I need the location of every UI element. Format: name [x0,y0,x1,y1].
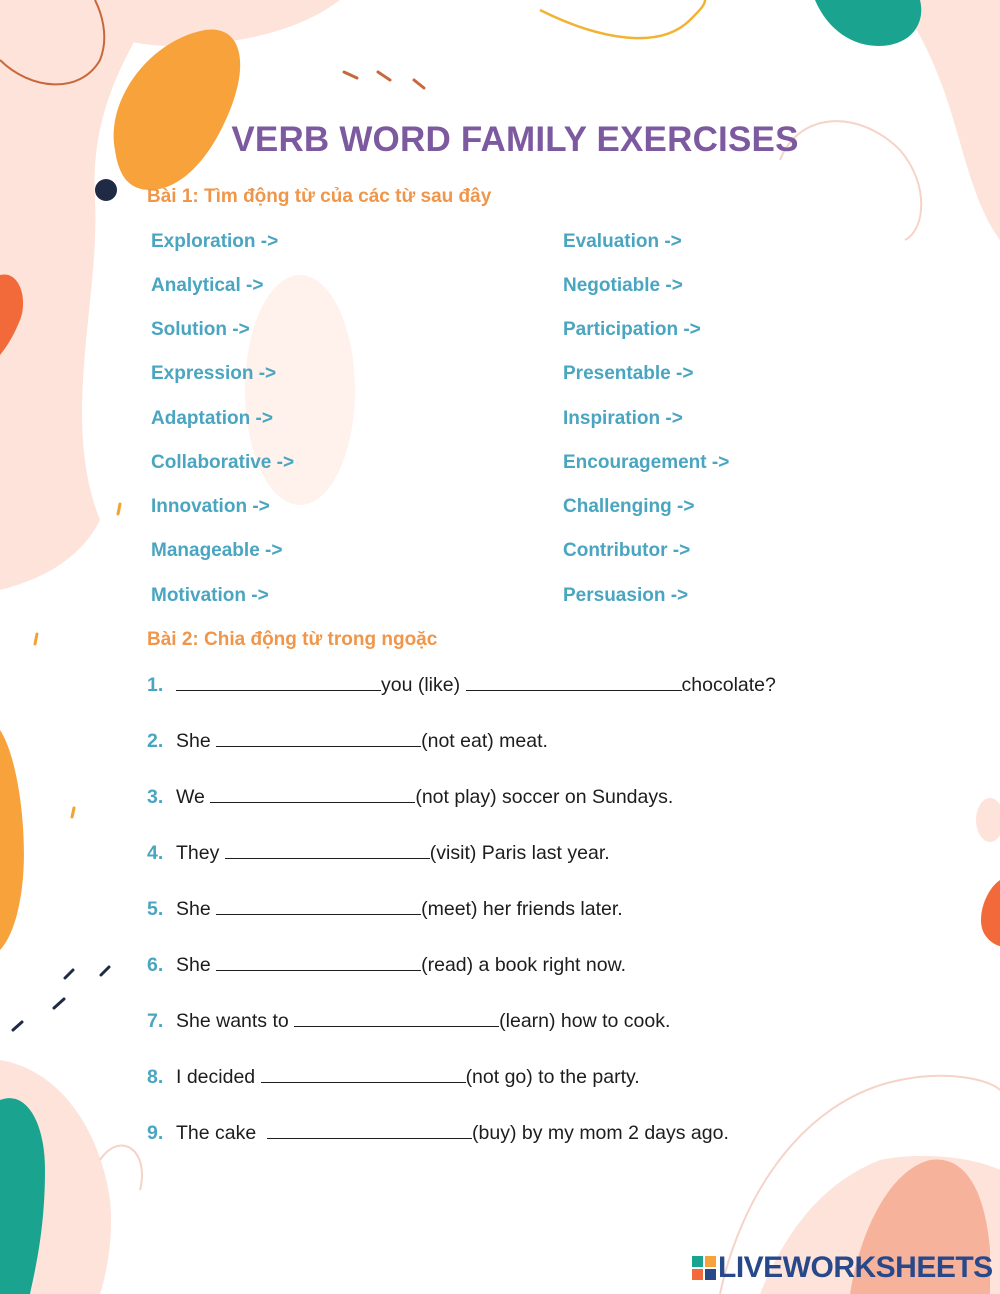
right-word-2: Negotiable -> [563,275,683,296]
question-text-after: (meet) her friends later. [421,898,623,920]
question-1 [147,672,776,697]
question-number: 6. [147,954,164,976]
question-text-after: (learn) how to cook. [499,1010,671,1032]
question-number: 3. [147,786,164,808]
question-4 [147,840,610,865]
question-number: 7. [147,1010,164,1032]
question-text-before: We [176,786,211,808]
question-number: 8. [147,1066,164,1088]
answer-blank[interactable] [216,952,421,971]
right-word-6: Encouragement -> [563,452,730,473]
brand-text: LIVEWORKSHEETS [718,1251,993,1284]
question-5 [147,896,623,921]
question-text-before: She [176,898,217,920]
question-number: 2. [147,730,164,752]
right-word-1: Evaluation -> [563,231,682,252]
answer-blank-2[interactable] [466,672,682,691]
left-word-9: Motivation -> [151,585,269,606]
answer-blank[interactable] [216,896,421,915]
question-7 [147,1008,670,1033]
right-word-8: Contributor -> [563,540,691,561]
left-word-7: Innovation -> [151,496,270,517]
question-2 [147,728,548,753]
answer-blank[interactable] [294,1008,499,1027]
exercise-2-heading: Bài 2: Chia động từ trong ngoặc [147,629,438,650]
right-word-7: Challenging -> [563,496,695,517]
left-word-2: Analytical -> [151,275,264,296]
exercise-1-heading: Bài 1: Tìm động từ của các từ sau đây [147,186,492,207]
left-word-8: Manageable -> [151,540,283,561]
right-word-5: Inspiration -> [563,408,683,429]
answer-blank[interactable] [267,1120,472,1139]
left-word-4: Expression -> [151,363,277,384]
question-9 [147,1120,729,1145]
question-number: 5. [147,898,164,920]
answer-blank[interactable] [216,728,421,747]
answer-blank[interactable] [210,784,415,803]
left-word-1: Exploration -> [151,231,279,252]
answer-blank[interactable] [261,1064,466,1083]
right-word-9: Persuasion -> [563,585,689,606]
right-word-4: Presentable -> [563,363,694,384]
question-text-before: The cake [176,1122,268,1144]
question-number: 9. [147,1122,164,1144]
question-text-after: (not play) soccer on Sundays. [415,786,674,808]
right-word-3: Participation -> [563,319,701,340]
question-3 [147,784,673,809]
left-word-6: Collaborative -> [151,452,295,473]
question-number: 4. [147,842,164,864]
question-8 [147,1064,640,1089]
question-text-after: (visit) Paris last year. [429,842,610,864]
question-text-after: (not eat) meat. [421,730,548,752]
page-title: VERB WORD FAMILY EXERCISES [231,120,799,159]
liveworksheets-logo-icon [692,1256,716,1280]
answer-blank[interactable] [225,840,430,859]
question-text-before: They [176,842,225,864]
brand-footer [692,1250,993,1286]
left-word-5: Adaptation -> [151,408,273,429]
question-text-before: She [176,730,217,752]
question-text-after: chocolate? [681,674,776,696]
left-word-3: Solution -> [151,319,250,340]
question-text-after: (not go) to the party. [465,1066,640,1088]
question-text-before: She wants to [176,1010,295,1032]
question-text-middle: you (like) [381,674,466,696]
answer-blank[interactable] [176,672,381,691]
question-number: 1. [147,674,164,696]
question-6 [147,952,626,977]
question-text-before: I decided [176,1066,261,1088]
question-text-after: (buy) by my mom 2 days ago. [472,1122,729,1144]
question-text-before: She [176,954,217,976]
question-text-after: (read) a book right now. [421,954,626,976]
